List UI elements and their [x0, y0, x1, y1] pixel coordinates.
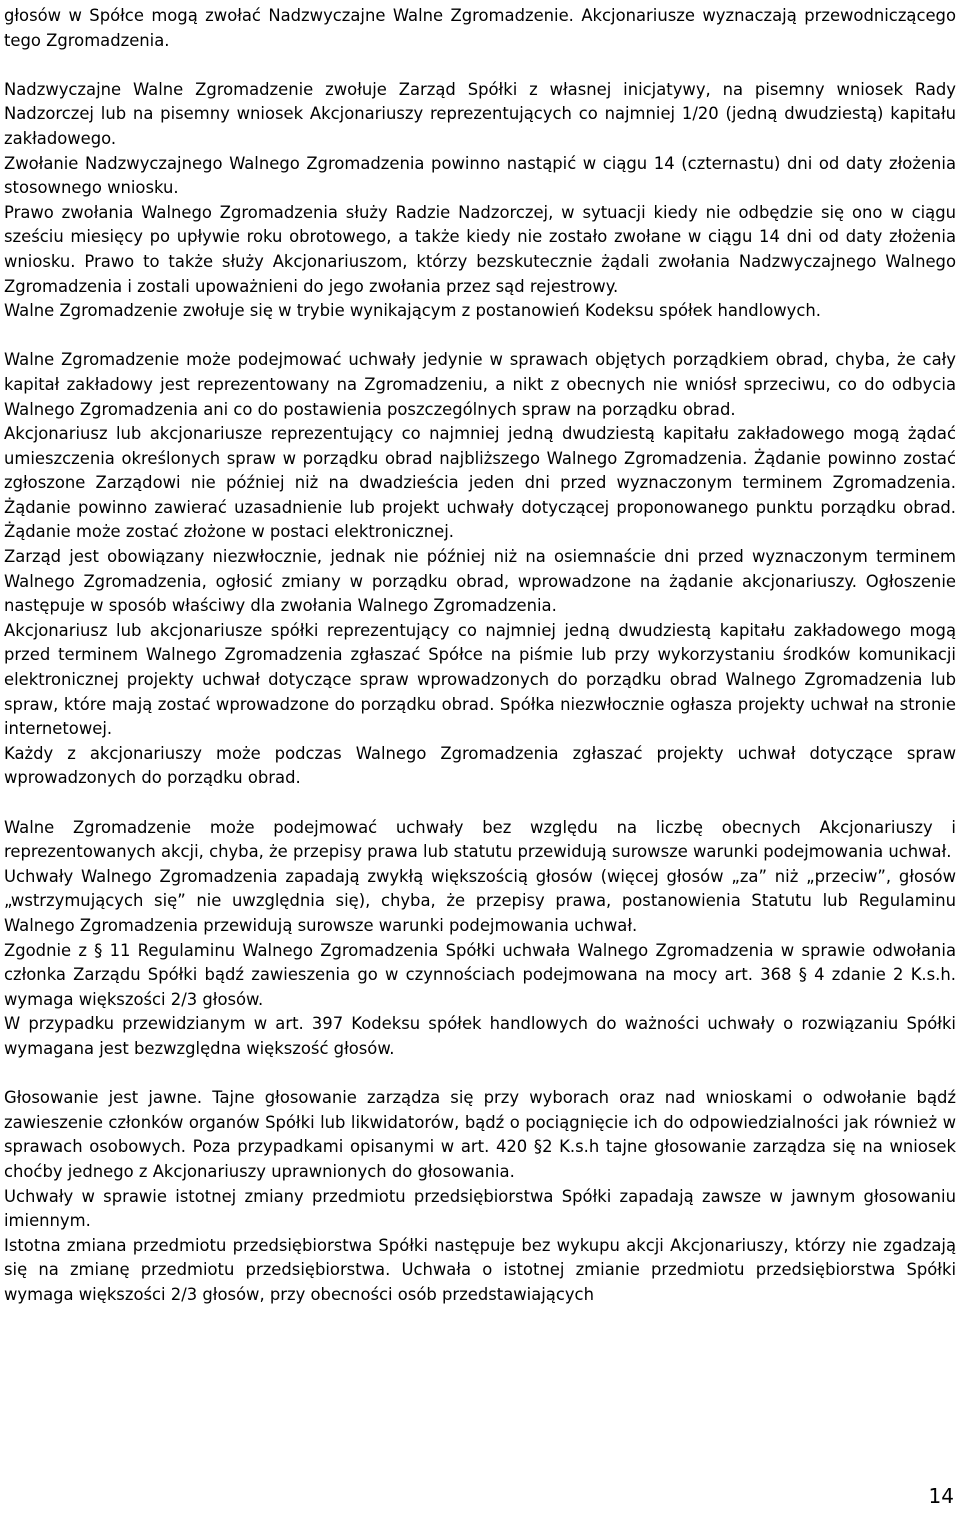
paragraph: Istotna zmiana przedmiotu przedsiębiorstwa Spółki następuje bez wykupu akcji Akcjonariuszy, którzy nie zgadzają się na zmianę przedmiotu przedsiębiorstwa. Uchwała o istotnej zmianie przedmiotu przedsiębiorstwa Spółki wymaga większości 2/3 głosów, przy obecności osób przedstawiających [4, 1235, 956, 1304]
paragraph: Zgodnie z § 11 Regulaminu Walnego Zgromadzenia Spółki uchwała Walnego Zgromadzenia w sprawie odwołania członka Zarządu Spółki bądź zawieszenia go w czynnościach podejmowana na mocy art. 368 § 4 zdanie 2 K.s.h. wymaga większości 2/3 głosów. [4, 940, 956, 1009]
paragraph: Zarząd jest obowiązany niezwłocznie, jednak nie później niż na osiemnaście dni przed wyznaczonym terminem Walnego Zgromadzenia, ogłosić zmiany w porządku obrad, wprowadzone na żądanie akcjonariuszy. Ogłoszenie następuje w sposób właściwy dla zwołania Walnego Zgromadzenia. [4, 547, 956, 616]
page-number: 14 [928, 1484, 954, 1508]
section-intro [4, 4, 956, 53]
paragraph: Każdy z akcjonariuszy może podczas Walnego Zgromadzenia zgłaszać projekty uchwał dotyczące spraw wprowadzonych do porządku obrad. [4, 743, 956, 788]
paragraph: Walne Zgromadzenie może podejmować uchwały jedynie w sprawach objętych porządkiem obrad, chyba, że cały kapitał zakładowy jest reprezentowany na Zgromadzeniu, a nikt z obecnych nie wniósł sprzeciwu, co do odbycia Walnego Zgromadzenia ani co do postawienia poszczególnych spraw na porządku obrad. [4, 350, 956, 419]
paragraph: Zwołanie Nadzwyczajnego Walnego Zgromadzenia powinno nastąpić w ciągu 14 (czternastu) dni od daty złożenia stosownego wniosku. [4, 153, 956, 198]
paragraph: Walne Zgromadzenie zwołuje się w trybie wynikającym z postanowień Kodeksu spółek handlowych. [4, 301, 821, 321]
paragraph: Prawo zwołania Walnego Zgromadzenia służy Radzie Nadzorczej, w sytuacji kiedy nie odbędzie się ono w ciągu sześciu miesięcy po upływie roku obrotowego, a także kiedy nie zostało zwołane w ciągu 14 dni od daty złożenia wniosku. Prawo to także służy Akcjonariuszom, którzy bezskutecznie żądali zwołania Nadzwyczajnego Walnego Zgromadzenia i zostali upoważnieni do jego zwołania przez sąd rejestrowy. [4, 202, 956, 296]
paragraph: Głosowanie jest jawne. Tajne głosowanie zarządza się przy wyborach oraz nad wnioskami o odwołanie bądź zawieszenie członków organów Spółki lub likwidatorów, bądź o pociągnięcie ich do odpowiedzialności jak również w sprawach osobowych. Poza przypadkami opisanymi w art. 420 §2 K.s.h tajne głosowanie zarządza się na wniosek choćby jednego z Akcjonariuszy uprawnionych do głosowania. [4, 1088, 956, 1181]
section-convening [4, 78, 956, 324]
paragraph: Uchwały Walnego Zgromadzenia zapadają zwykłą większością głosów (więcej głosów „za” niż „przeciw”, głosów „wstrzymujących się” nie uwzględnia się), chyba, że przepisy prawa, postanowienia Statutu lub Regulaminu Walnego Zgromadzenia przewidują surowsze warunki podejmowania uchwał. [4, 866, 956, 935]
paragraph: Nadzwyczajne Walne Zgromadzenie zwołuje Zarząd Spółki z własnej inicjatywy, na pisemny wniosek Rady Nadzorczej lub na pisemny wniosek Akcjonariuszy reprezentujących co najmniej 1/20 (jedną dwudziestą) kapitału zakładowego. [4, 79, 956, 148]
paragraph: głosów w Spółce mogą zwołać Nadzwyczajne Walne Zgromadzenie. Akcjonariusze wyznaczają przewodniczącego tego Zgromadzenia. [4, 6, 956, 50]
section-agenda [4, 348, 956, 791]
paragraph: W przypadku przewidzianym w art. 397 Kodeksu spółek handlowych do ważności uchwały o rozwiązaniu Spółki wymagana jest bezwzględna większość głosów. [4, 1014, 956, 1058]
paragraph: Walne Zgromadzenie może podejmować uchwały bez względu na liczbę obecnych Akcjonariuszy i reprezentowanych akcji, chyba, że przepisy prawa lub statutu przewidują surowsze warunki podejmowania uchwał. [4, 817, 956, 862]
section-voting [4, 1086, 956, 1307]
section-resolutions [4, 816, 956, 1062]
paragraph: Akcjonariusz lub akcjonariusze spółki reprezentujący co najmniej jedną dwudziestą kapitału zakładowego mogą przed terminem Walnego Zgromadzenia zgłaszać Spółce na piśmie lub przy wykorzystaniu środków komunikacji elektronicznej projekty uchwał dotyczące spraw wprowadzonych do porządku obrad Walnego Zgromadzenia lub spraw, które mają zostać wprowadzone do porządku obrad. Spółka niezwłocznie ogłasza projekty uchwał na stronie internetowej. [4, 620, 956, 739]
paragraph: Akcjonariusz lub akcjonariusze reprezentujący co najmniej jedną dwudziestą kapitału zakładowego mogą żądać umieszczenia określonych spraw w porządku obrad najbliższego Walnego Zgromadzenia. Żądanie powinno zostać zgłoszone Zarządowi nie później niż na dwadzieścia jeden dni przed wyznaczonym terminem Zgromadzenia. Żądanie powinno zawierać uzasadnienie lub projekt uchwały dotyczącej proponowanego punktu porządku obrad. Żądanie może zostać złożone w postaci elektronicznej. [4, 424, 956, 542]
paragraph: Uchwały w sprawie istotnej zmiany przedmiotu przedsiębiorstwa Spółki zapadają zawsze w jawnym głosowaniu imiennym. [4, 1186, 956, 1231]
